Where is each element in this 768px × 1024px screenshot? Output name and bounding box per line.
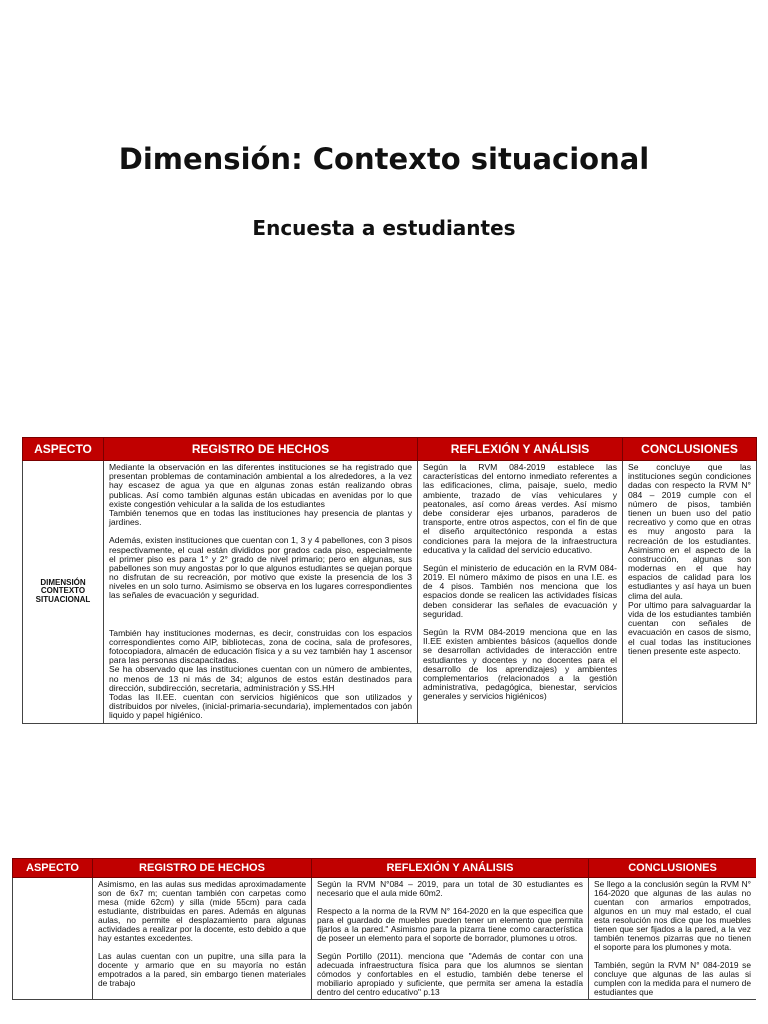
reflexion-paragraph: Según la RVM N°084 – 2019, para un total de 30 estudiantes es necesario que el aula mide 60m2. xyxy=(317,879,583,898)
reflexion-paragraph: Según el ministerio de educación en la RVM 084-2019. El número máximo de pisos en una I.E. es de 4 pisos. También nos menciona que los espacios donde se realicen las actividades físicas deben considerar las señales de evacuación y seguridad. xyxy=(423,562,617,619)
aspect-cell: DIMENSIÓN CONTEXTO SITUACIONAL xyxy=(23,461,104,724)
slide-subtitle: Encuesta a estudiantes xyxy=(252,216,516,240)
table-header-row xyxy=(13,859,757,878)
registro-paragraph: Todas las II.EE. cuentan con servicios higiénicos que son utilizados y distribuidos por niveles, (inicial-primaria-secundaria), implementados con jabón liquido y papel higiénico. xyxy=(109,691,412,721)
registro-paragraph: También tenemos que en todas las instituciones hay presencia de plantas y jardines. xyxy=(109,507,412,528)
reflexion-paragraph: Según la RVM 084-2019 menciona que en las II.EE existen ambientes básicos (aquellos donde se desarrollan actividades de interacción entre estudiantes y docentes y no docentes para el desarrollo de los aprendizajes) y ambientes complementarios (relacionados a la gestión administrativa, pedagógica, bienestar, servicios generales y servicios higiénicos) xyxy=(423,627,617,702)
reflexion-paragraph: Respecto a la norma de la RVM N° 164-2020 en la que especifica que para el guardado de muebles pueden tener un elemento que permita fijarlos a la pared." Asimismo para la pizarra tiene como característica de poseer un elemento para el soporte de borrador, plumones u otros. xyxy=(317,905,583,943)
header-registro: REGISTRO DE HECHOS xyxy=(93,859,312,878)
reflexion-cell xyxy=(312,878,589,1000)
aspect-cell xyxy=(13,878,93,1000)
header-aspecto: ASPECTO xyxy=(23,438,104,461)
registro-paragraph: También hay instituciones modernas, es decir, construidas con los espacios correspondientes como AIP, bibliotecas, zona de cocina, sala de profesores, fotocopiadora, almacén de educación física y a su vez también hay 1 ascensor para las personas discapacitadas. xyxy=(109,627,412,666)
conclusiones-paragraph: Por ultimo para salvaguardar la vida de los estudiantes también cuentan con señales de evacuación en casos de sismo, el cual todas las instituciones tienen presente este aspecto. xyxy=(628,599,751,656)
registro-cell xyxy=(104,461,418,724)
reflexion-paragraph: Según la RVM 084-2019 establece las características del entorno inmediato referentes a las edificaciones, clima, paisaje, suelo, medio ambiente, trazado de vías vehiculares y peatonales, así como áreas verdes. Así mismo debe considerar ejes urbanos, paraderos de transporte, entre otros aspectos, con el fin de que el diseño arquitectónico responda a estas condiciones para la mejora de la infraestructura educativa y la calidad del servicio educativo. xyxy=(423,462,617,555)
conclusiones-paragraph: Se llego a la conclusión según la RVM N° 164-2020 que algunas de las aulas no cuentan con armarios empotrados, algunos en un muy mal estado, el cual esta resolución nos dice que los muebles tienen que ser fijados a la pared, a la vez también tenemos pizarras que no tienen el soporte para los plumones y mota. xyxy=(594,879,751,952)
reflexion-paragraph: Según Portillo (2011). menciona que "Además de contar con una adecuada infraestructura física para que los alumnos se sientan cómodos y confortables en el estudio, también debe tenerse el mobiliario apropiado y suficiente, que permita ser amena la estadía dentro del centro educativo" p.13 xyxy=(317,950,583,997)
header-reflexion: REFLEXIÓN Y ANÁLISIS xyxy=(418,438,623,461)
analysis-table xyxy=(22,437,757,724)
registro-paragraph: Las aulas cuentan con un pupitre, una silla para la docente y armario que en su mayoría no están empotrados a la pared, sin embargo tienen materiales de trabajo xyxy=(98,950,306,988)
second-slide-partial xyxy=(12,858,756,1024)
registro-paragraph: Mediante la observación en las diferentes instituciones se ha registrado que presentan problemas de contaminación ambiental a los alrededores, a la vez hay escasez de agua ya que en algunas zonas están realizando obras publicas. Así como también algunas están ubicadas en avenidas por lo que existe congestión vehicular a la salida de los estudiantes xyxy=(109,462,412,509)
registro-cell xyxy=(93,878,312,1000)
registro-paragraph: Además, existen instituciones que cuentan con 1, 3 y 4 pabellones, con 3 pisos respectivamente, el cual están divididos por grados cada piso, especialmente el primer piso es para 1° y 2° grado de nivel primario; pero en algunas, sus pabellones son muy angostas por lo que algunos estudiantes se quejan porque no disfrutan de su recreación, por motivo que existe la presencia de los 3 niveles en un solo turno. Asimismo se observa en los lugares correspondientes las señales de evacuación y seguridad. xyxy=(109,535,412,601)
slide-title: Dimensión: Contexto situacional xyxy=(118,142,650,176)
table-row xyxy=(13,878,757,1000)
conclusiones-cell xyxy=(589,878,757,1000)
header-aspecto: ASPECTO xyxy=(13,859,93,878)
reflexion-cell xyxy=(418,461,623,724)
registro-paragraph: Asimismo, en las aulas sus medidas aproximadamente son de 6x7 m; cuentan también con carpetas como mesa (mide 62cm) y silla (mide 55cm) para cada estudiante, distribuidas en pares. Además en algunas aulas, no permite el desplazamiento para algunas actividades a realizar por la docente, esto debido a que hay estantes excedentes. xyxy=(98,879,306,943)
header-conclusiones: CONCLUSIONES xyxy=(623,438,757,461)
conclusiones-paragraph: También, según la RVM N° 084-2019 se concluye que algunas de las aulas si cumplen con la medida para el numero de estudiantes que xyxy=(594,959,751,997)
conclusiones-paragraph: Se concluye que las instituciones según condiciones dadas con respecto la RVM N° 084 – 2019 cumple con el número de pisos, también tienen un buen uso del patio recreativo y como que en otras es muy angosto para la recreación de los estudiantes. Asimismo en el aspecto de la construcción, algunas son modernas en el que hay espacios de calidad para los estudiantes y así haya un buen clima del aula. xyxy=(628,462,751,601)
registro-paragraph: Se ha observado que las instituciones cuentan con un número de ambientes, no menos de 13 ni más de 34; algunos de estos están destinados para dirección, subdirección, secretaria, administración y SS.HH xyxy=(109,664,412,693)
analysis-table-continued xyxy=(12,858,756,1000)
table-header-row xyxy=(23,438,757,461)
header-reflexion: REFLEXIÓN Y ANÁLISIS xyxy=(312,859,589,878)
table-row xyxy=(23,461,757,724)
header-conclusiones: CONCLUSIONES xyxy=(589,859,757,878)
conclusiones-cell xyxy=(623,461,757,724)
header-registro: REGISTRO DE HECHOS xyxy=(104,438,418,461)
